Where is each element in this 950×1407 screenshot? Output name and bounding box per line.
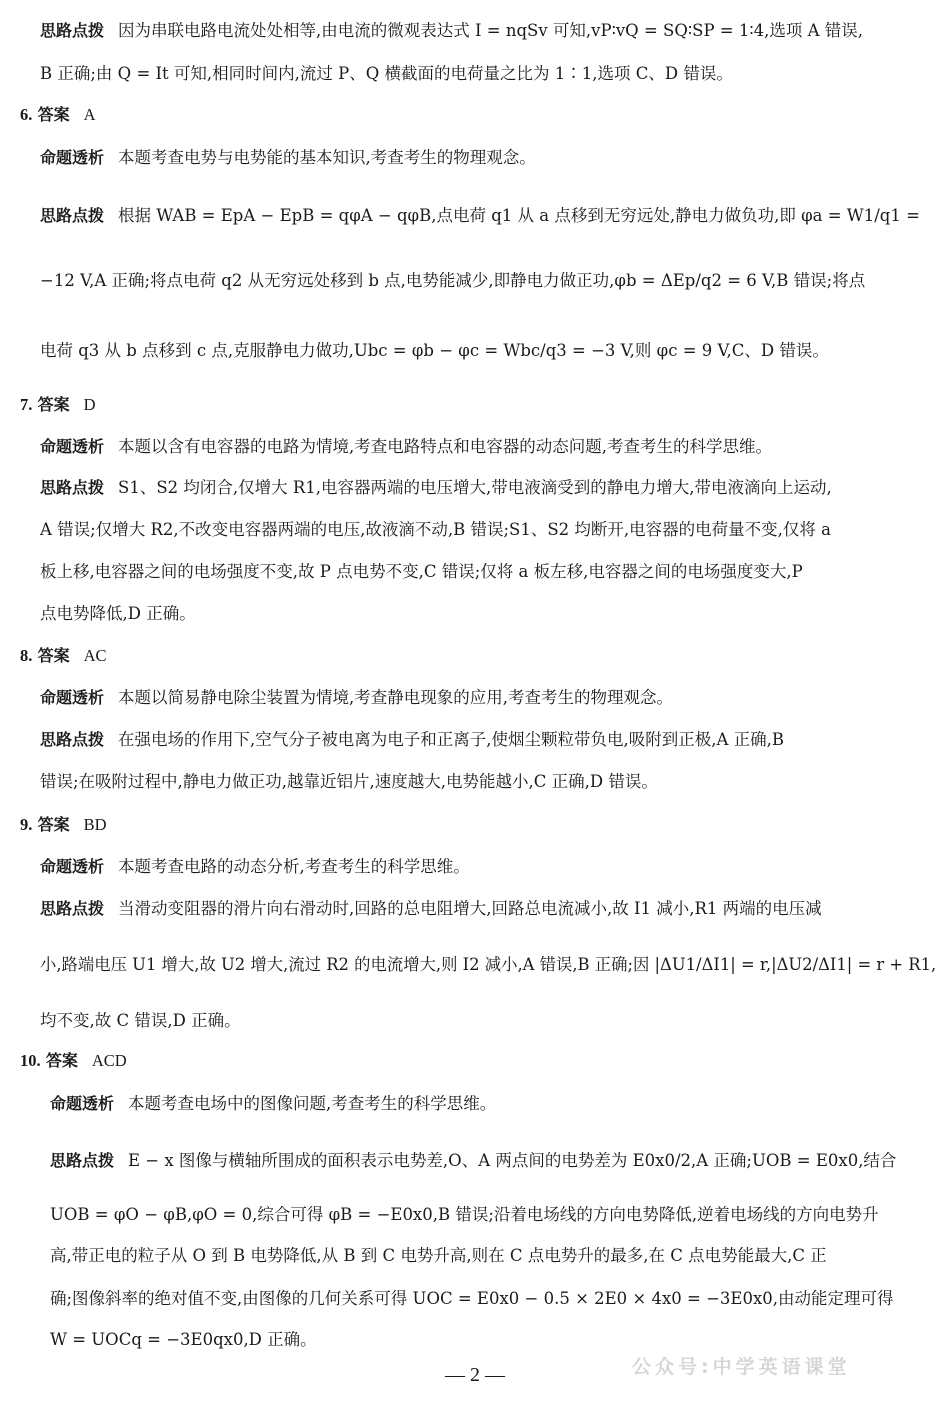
analysis-label: 命题透析 [50, 1094, 115, 1113]
q6-hint-line-1 [40, 205, 920, 227]
answer-label: 答案 [45, 1051, 78, 1070]
hint-label: 思路点拨 [40, 478, 105, 497]
q7-hint-line-1 [40, 477, 832, 499]
hint-label: 思路点拨 [40, 899, 105, 918]
question-number: 10. [20, 1051, 41, 1070]
q6-analysis [40, 147, 536, 169]
answer-value: ACD [91, 1051, 127, 1070]
answer-value: BD [83, 815, 107, 834]
answer-label: 答案 [37, 105, 70, 124]
prev-hint-line-2: B 正确;由 Q = It 可知,相同时间内,流过 P、Q 横截面的电荷量之比为 1∶1,选项 C、D 错误。 [40, 64, 733, 83]
hint-label: 思路点拨 [50, 1151, 115, 1170]
q8-hint-line-2: 错误;在吸附过程中,静电力做正功,越靠近铝片,速度越大,电势能越小,C 正确,D 错误。 [40, 772, 658, 791]
q7-analysis [40, 436, 772, 458]
page-number: — 2 — [445, 1364, 505, 1386]
q6-answer-heading [20, 104, 96, 126]
analysis-label: 命题透析 [40, 437, 105, 456]
q10-hint-line-1 [50, 1150, 896, 1172]
hint-text: 在强电场的作用下,空气分子被电离为电子和正离子,使烟尘颗粒带负电,吸附到正极,A 正确,B [118, 730, 785, 749]
answer-label: 答案 [37, 395, 70, 414]
analysis-text: 本题以含有电容器的电路为情境,考查电路特点和电容器的动态问题,考查考生的科学思维。 [118, 437, 773, 456]
q7-hint-line-3: 板上移,电容器之间的电场强度不变,故 P 点电势不变,C 错误;仅将 a 板左移,电容器之间的电场强度变大,P [40, 562, 803, 581]
answer-label: 答案 [37, 815, 70, 834]
q10-hint-line-5: W = UOCq = −3E0qx0,D 正确。 [50, 1330, 317, 1349]
q10-hint-line-4: 确;图像斜率的绝对值不变,由图像的几何关系可得 UOC = E0x0 − 0.5 × 2E0 × 4x0 = −3E0x0,由动能定理可得 [50, 1289, 894, 1308]
q9-hint-line-3: 均不变,故 C 错误,D 正确。 [40, 1011, 241, 1030]
answer-value: A [83, 105, 96, 124]
q7-hint-line-4: 点电势降低,D 正确。 [40, 604, 196, 623]
q6-hint-line-2: −12 V,A 正确;将点电荷 q2 从无穷远处移到 b 点,电势能减少,即静电力做正功,φb = ΔEp/q2 = 6 V,B 错误;将点 [40, 271, 866, 290]
q10-analysis [50, 1093, 496, 1115]
q9-hint-line-1 [40, 898, 822, 920]
q9-answer-heading [20, 814, 107, 836]
answer-value: AC [83, 646, 107, 665]
answer-label: 答案 [37, 646, 70, 665]
q8-answer-heading [20, 645, 107, 667]
hint-text: 根据 WAB = EpA − EpB = qφA − qφB,点电荷 q1 从 a 点移到无穷远处,静电力做负功,即 φa = W1/q1 = [118, 206, 920, 225]
analysis-text: 本题考查电场中的图像问题,考查考生的科学思维。 [128, 1094, 497, 1113]
q9-hint-line-2: 小,路端电压 U1 增大,故 U2 增大,流过 R2 的电流增大,则 I2 减小,A 错误,B 正确;因 |ΔU1/ΔI1| = r,|ΔU2/ΔI1| = r + R1, [40, 955, 937, 974]
question-number: 7. [20, 395, 33, 414]
q7-answer-heading [20, 394, 96, 416]
analysis-text: 本题考查电势与电势能的基本知识,考查考生的物理观念。 [118, 148, 536, 167]
hint-text: 因为串联电路电流处处相等,由电流的微观表达式 I = nqSv 可知,vP∶vQ = SQ∶SP = 1∶4,选项 A 错误, [118, 21, 864, 40]
question-number: 8. [20, 646, 33, 665]
question-number: 9. [20, 815, 33, 834]
hint-label: 思路点拨 [40, 21, 105, 40]
hint-label: 思路点拨 [40, 730, 105, 749]
watermark: 公众号:中学英语课堂 [632, 1356, 851, 1378]
q10-hint-line-3: 高,带正电的粒子从 O 到 B 电势降低,从 B 到 C 电势升高,则在 C 点电势升的最多,在 C 点电势能最大,C 正 [50, 1246, 827, 1265]
prev-hint-line-1 [40, 20, 863, 42]
hint-text: S1、S2 均闭合,仅增大 R1,电容器两端的电压增大,带电液滴受到的静电力增大,带电液滴向上运动, [118, 478, 832, 497]
q9-analysis [40, 856, 470, 878]
analysis-text: 本题以简易静电除尘装置为情境,考查静电现象的应用,考查考生的物理观念。 [118, 688, 674, 707]
question-number: 6. [20, 105, 33, 124]
answer-value: D [83, 395, 96, 414]
analysis-label: 命题透析 [40, 688, 105, 707]
hint-text: E − x 图像与横轴所围成的面积表示电势差,O、A 两点间的电势差为 E0x0/2,A 正确;UOB = E0x0,结合 [128, 1151, 897, 1170]
analysis-text: 本题考查电路的动态分析,考查考生的科学思维。 [118, 857, 470, 876]
q6-hint-line-3: 电荷 q3 从 b 点移到 c 点,克服静电力做功,Ubc = φb − φc = Wbc/q3 = −3 V,则 φc = 9 V,C、D 错误。 [40, 341, 829, 360]
hint-text: 当滑动变阻器的滑片向右滑动时,回路的总电阻增大,回路总电流减小,故 I1 减小,R1 两端的电压减 [118, 899, 822, 918]
analysis-label: 命题透析 [40, 857, 105, 876]
analysis-label: 命题透析 [40, 148, 105, 167]
hint-label: 思路点拨 [40, 206, 105, 225]
q10-answer-heading [20, 1050, 127, 1072]
q8-hint-line-1 [40, 729, 784, 751]
q8-analysis [40, 687, 673, 709]
q7-hint-line-2: A 错误;仅增大 R2,不改变电容器两端的电压,故液滴不动,B 错误;S1、S2 均断开,电容器的电荷量不变,仅将 a [40, 520, 831, 539]
q10-hint-line-2: UOB = φO − φB,φO = 0,综合可得 φB = −E0x0,B 错误;沿着电场线的方向电势降低,逆着电场线的方向电势升 [50, 1205, 879, 1224]
